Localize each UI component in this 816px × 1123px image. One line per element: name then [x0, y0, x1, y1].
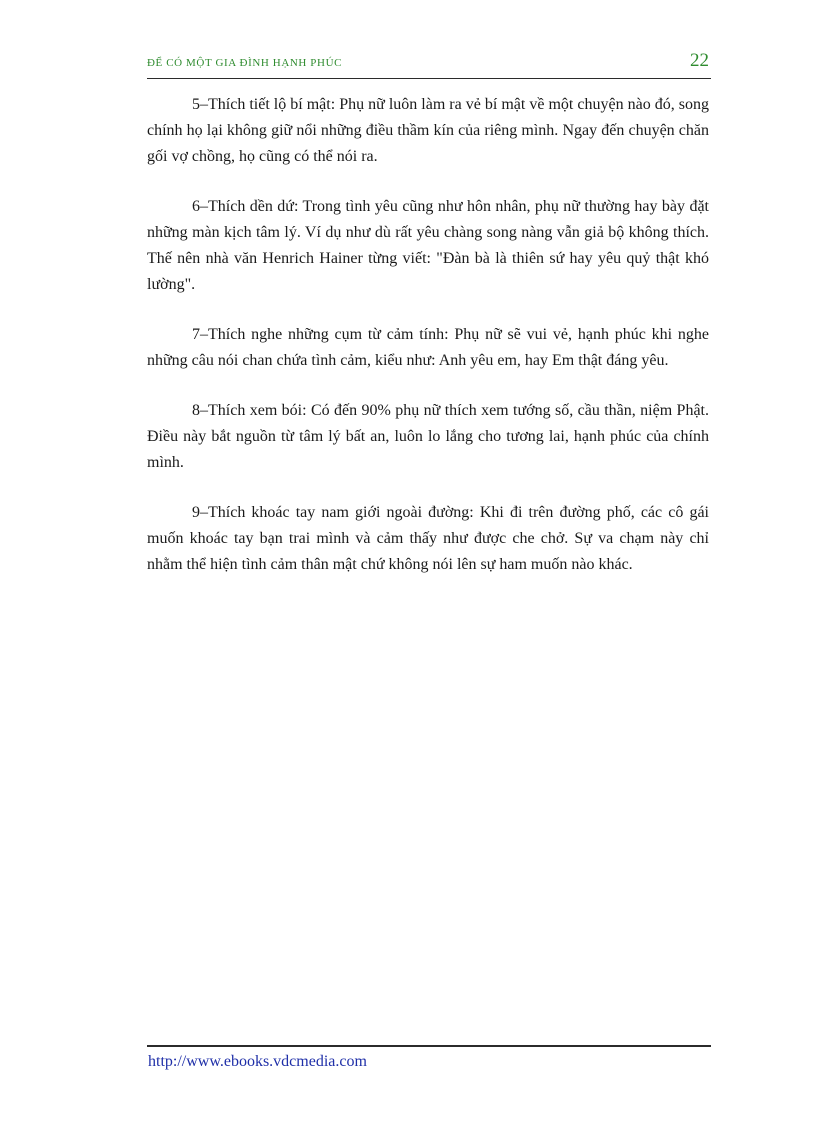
website-link[interactable]: http://www.ebooks.vdcmedia.com [148, 1053, 367, 1070]
paragraph-item-6: 6–Thích dền dứ: Trong tình yêu cũng như hôn nhân, phụ nữ thường hay bày đặt những màn kịch tâm lý. Ví dụ như dù rất yêu chàng song nàng vẫn giả bộ không thích. Thế nên nhà văn Henrich Hainer từng viết: "Đàn bà là thiên sứ hay yêu quỷ thật khó lường". [147, 198, 709, 293]
running-title: ĐỂ CÓ MỘT GIA ĐÌNH HẠNH PHÚC [147, 57, 343, 69]
paragraph-item-8: 8–Thích xem bói: Có đến 90% phụ nữ thích xem tướng số, cầu thần, niệm Phật. Điều này bắt nguồn từ tâm lý bất an, luôn lo lắng cho tương lai, hạnh phúc của chính mình. [147, 402, 709, 471]
paragraph-item-9: 9–Thích khoác tay nam giới ngoài đường: Khi đi trên đường phố, các cô gái muốn khoác tay bạn trai mình và cảm thấy như được che chở. Sự va chạm này chỉ nhằm thể hiện tình cảm thân mật chứ không nói lên sự ham muốn nào khác. [147, 504, 709, 573]
page-number: 22 [690, 50, 709, 71]
paragraph-item-7: 7–Thích nghe những cụm từ cảm tính: Phụ nữ sẽ vui vẻ, hạnh phúc khi nghe những câu nói chan chứa tình cảm, kiểu như: Anh yêu em, hay Em thật đáng yêu. [147, 326, 709, 369]
page-footer [147, 1045, 711, 1070]
page-body [147, 92, 709, 602]
paragraph-item-5: 5–Thích tiết lộ bí mật: Phụ nữ luôn làm ra vẻ bí mật về một chuyện nào đó, song chính họ lại không giữ nổi những điều thầm kín của riêng mình. Ngay đến chuyện chăn gối vợ chồng, họ cũng có thể nói ra. [147, 96, 709, 165]
page-header [147, 50, 711, 79]
